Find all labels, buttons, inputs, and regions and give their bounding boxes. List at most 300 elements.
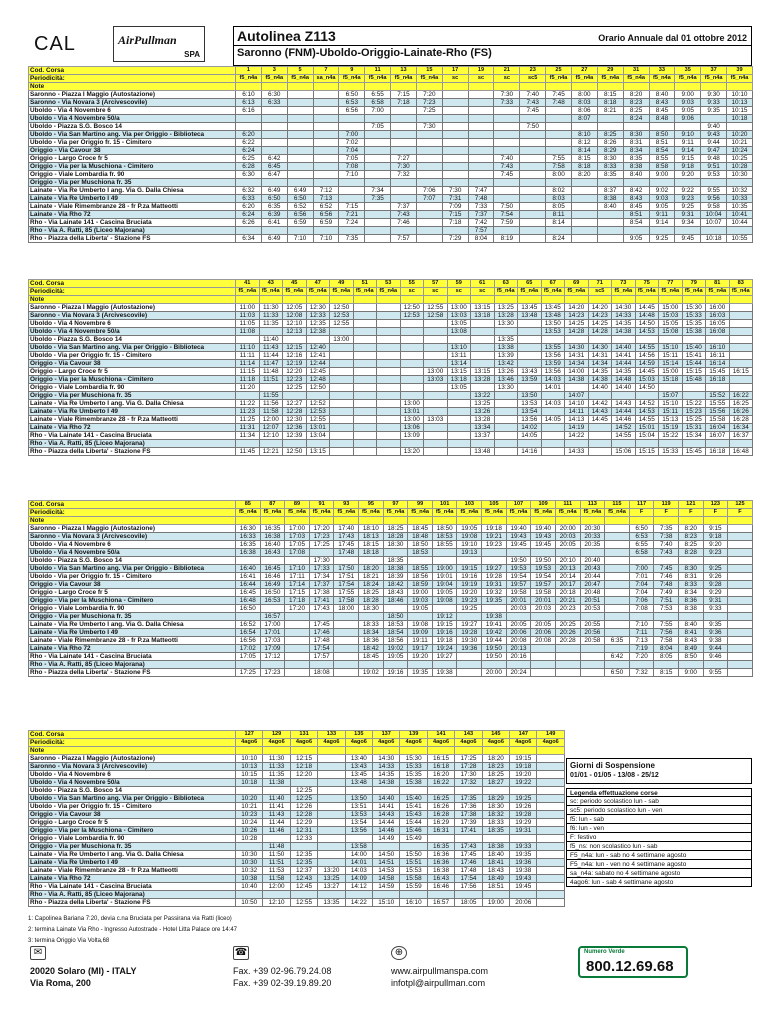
time-cell: 11:34 bbox=[236, 432, 260, 440]
time-cell: 13:50 bbox=[345, 795, 372, 803]
time-cell bbox=[510, 835, 537, 843]
email-link[interactable]: infotpl@airpullman.com bbox=[391, 978, 486, 988]
time-cell: 6:47 bbox=[261, 171, 287, 179]
time-cell: 9:34 bbox=[675, 219, 701, 227]
address-icon: ✉ bbox=[30, 946, 46, 960]
time-cell: 19:35 bbox=[510, 851, 537, 859]
code-cell: 37 bbox=[701, 67, 727, 75]
time-cell: 18:42 bbox=[359, 645, 384, 653]
time-cell: 19:20 bbox=[457, 589, 482, 597]
time-cell: 12:43 bbox=[290, 875, 317, 883]
time-cell: 14:45 bbox=[635, 304, 659, 312]
time-cell bbox=[313, 171, 339, 179]
time-cell: 20:05 bbox=[531, 621, 556, 629]
time-cell bbox=[518, 344, 542, 352]
time-cell: 8:45 bbox=[649, 107, 675, 115]
time-cell: 18:55 bbox=[408, 565, 433, 573]
stop-name: Lainate - Viale Rimembranze 28 - fr P.za Matteotti bbox=[29, 637, 236, 645]
time-cell: 7:19 bbox=[629, 645, 654, 653]
stop-row bbox=[29, 416, 753, 424]
stop-row bbox=[29, 91, 753, 99]
time-cell: 13:08 bbox=[447, 328, 471, 336]
time-cell: 13:53 bbox=[541, 328, 565, 336]
time-cell: 14:50 bbox=[635, 384, 659, 392]
time-cell bbox=[605, 549, 630, 557]
time-cell: 20:21 bbox=[555, 597, 580, 605]
time-cell: 12:33 bbox=[290, 835, 317, 843]
stop-row bbox=[29, 107, 753, 115]
note-cell bbox=[678, 517, 703, 525]
time-cell: 15:41 bbox=[400, 803, 427, 811]
stop-row bbox=[29, 235, 753, 243]
time-cell: 19:36 bbox=[510, 859, 537, 867]
stop-row bbox=[29, 819, 565, 827]
time-cell: 18:39 bbox=[383, 573, 408, 581]
time-cell: 8:06 bbox=[571, 107, 597, 115]
time-cell bbox=[682, 392, 706, 400]
time-cell: 13:43 bbox=[345, 763, 372, 771]
time-cell: 13:34 bbox=[471, 424, 495, 432]
time-cell: 7:00 bbox=[339, 131, 365, 139]
note-row bbox=[29, 517, 753, 525]
period-label: Periodicità: bbox=[29, 75, 236, 83]
time-cell: 20:05 bbox=[506, 621, 531, 629]
time-cell: 12:18 bbox=[290, 763, 317, 771]
time-cell: 8:40 bbox=[678, 621, 703, 629]
time-cell bbox=[729, 360, 753, 368]
time-cell bbox=[605, 581, 630, 589]
time-cell bbox=[541, 448, 565, 456]
stop-name: Uboldo - Via San Martino ang. Via per Origgio - Biblioteca bbox=[29, 131, 236, 139]
legend-title-text: Giorni di Sospensione bbox=[570, 761, 655, 770]
time-cell: 15:10 bbox=[659, 344, 683, 352]
time-cell: 17:14 bbox=[285, 581, 310, 589]
time-cell: 10:13 bbox=[727, 99, 753, 107]
time-cell: 11:35 bbox=[259, 320, 283, 328]
time-cell: 12:38 bbox=[306, 328, 330, 336]
time-cell: 20:23 bbox=[555, 605, 580, 613]
code-label: Cod. Corsa bbox=[29, 280, 236, 288]
note-cell bbox=[605, 517, 630, 525]
time-cell: 14:48 bbox=[612, 376, 636, 384]
time-cell bbox=[494, 424, 518, 432]
time-cell: 8:25 bbox=[678, 541, 703, 549]
time-cell: 11:41 bbox=[263, 803, 290, 811]
time-cell bbox=[353, 304, 377, 312]
time-cell: 14:38 bbox=[612, 328, 636, 336]
stop-name: Uboldo - Via 4 Novembre 6 bbox=[29, 107, 236, 115]
stop-name: Origgio - Viale Lombardia fr. 90 bbox=[29, 384, 236, 392]
note-row bbox=[29, 296, 753, 304]
stop-name: Origgio - Via per la Muschiona - Cimitero bbox=[29, 597, 236, 605]
stop-row bbox=[29, 835, 565, 843]
time-cell bbox=[318, 891, 345, 899]
time-cell bbox=[471, 352, 495, 360]
note-cell bbox=[494, 83, 520, 91]
time-cell bbox=[330, 368, 354, 376]
time-cell bbox=[287, 131, 313, 139]
code-cell: 125 bbox=[728, 501, 753, 509]
time-cell: 12:08 bbox=[283, 312, 307, 320]
time-cell: 9:25 bbox=[675, 203, 701, 211]
time-cell bbox=[675, 123, 701, 131]
time-cell: 15:23 bbox=[682, 408, 706, 416]
legend-item: sc: periodo scolastico lun - sab bbox=[566, 797, 752, 806]
time-cell: 12:55 bbox=[330, 320, 354, 328]
time-cell: 9:00 bbox=[649, 171, 675, 179]
time-cell: 7:33 bbox=[468, 203, 494, 211]
time-cell: 13:18 bbox=[447, 376, 471, 384]
time-cell: 18:43 bbox=[383, 589, 408, 597]
time-cell bbox=[520, 115, 546, 123]
time-cell: 12:25 bbox=[283, 384, 307, 392]
time-cell: 19:05 bbox=[432, 589, 457, 597]
time-cell bbox=[261, 147, 287, 155]
time-cell bbox=[546, 115, 572, 123]
time-cell: 9:25 bbox=[703, 565, 728, 573]
footnotes bbox=[28, 914, 237, 947]
time-cell: 14:07 bbox=[565, 392, 589, 400]
legend-dates: 01/01 - 01/05 - 13/08 - 25/12 bbox=[570, 772, 659, 779]
note-cell bbox=[339, 83, 365, 91]
time-cell: 8:24 bbox=[546, 235, 572, 243]
time-cell bbox=[259, 328, 283, 336]
time-cell bbox=[546, 147, 572, 155]
time-cell: 14:35 bbox=[612, 368, 636, 376]
time-cell: 8:40 bbox=[649, 91, 675, 99]
time-cell bbox=[318, 787, 345, 795]
time-cell: 9:51 bbox=[701, 163, 727, 171]
time-cell: 9:56 bbox=[701, 195, 727, 203]
time-cell: 14:43 bbox=[612, 400, 636, 408]
stop-name: Lainate - Via Re Umberto I 49 bbox=[29, 408, 236, 416]
note-cell bbox=[649, 83, 675, 91]
time-cell: 19:35 bbox=[408, 669, 433, 677]
time-cell: 10:18 bbox=[727, 115, 753, 123]
time-cell bbox=[408, 613, 433, 621]
stop-row bbox=[29, 203, 753, 211]
time-cell bbox=[565, 384, 589, 392]
time-cell: 18:53 bbox=[408, 549, 433, 557]
time-cell bbox=[442, 163, 468, 171]
time-cell bbox=[546, 107, 572, 115]
time-cell: 10:13 bbox=[236, 763, 263, 771]
time-cell: 8:25 bbox=[597, 131, 623, 139]
stop-row bbox=[29, 376, 753, 384]
time-cell bbox=[729, 376, 753, 384]
time-cell bbox=[520, 227, 546, 235]
time-cell bbox=[494, 131, 520, 139]
stop-name: Origgio - Largo Croce fr 5 bbox=[29, 368, 236, 376]
period-label: Periodicità: bbox=[29, 739, 236, 747]
stop-row bbox=[29, 803, 565, 811]
time-cell: 15:10 bbox=[659, 400, 683, 408]
time-cell: 6:56 bbox=[313, 211, 339, 219]
time-cell: 14:34 bbox=[588, 360, 612, 368]
stop-name: Origgio - Via per la Muschiona - Cimitero bbox=[29, 376, 236, 384]
time-cell bbox=[623, 227, 649, 235]
time-cell bbox=[261, 123, 287, 131]
period-row bbox=[29, 75, 753, 83]
time-cell: 16:35 bbox=[236, 541, 261, 549]
legend-item: f6: lun - ven bbox=[566, 824, 752, 833]
time-cell bbox=[537, 787, 564, 795]
time-cell bbox=[635, 440, 659, 448]
note-cell bbox=[391, 83, 417, 91]
time-cell: 12:25 bbox=[290, 795, 317, 803]
period-cell: f5_n4a bbox=[727, 75, 753, 83]
time-cell bbox=[468, 155, 494, 163]
stop-name: Origgio - Via per Muschiona fr. 35 bbox=[29, 843, 236, 851]
time-cell: 7:11 bbox=[629, 629, 654, 637]
time-cell: 8:14 bbox=[571, 147, 597, 155]
time-cell bbox=[728, 621, 753, 629]
time-cell: 16:20 bbox=[427, 771, 454, 779]
time-cell bbox=[353, 440, 377, 448]
time-cell: 8:15 bbox=[597, 91, 623, 99]
time-cell: 19:35 bbox=[482, 597, 507, 605]
note-label: Note bbox=[29, 83, 236, 91]
period-cell: f5_n4a bbox=[330, 288, 354, 296]
stop-name: Rho - Via Lainate 141 - Cascina Bruciata bbox=[29, 432, 236, 440]
period-cell: 4ago6 bbox=[537, 739, 564, 747]
time-cell: 7:04 bbox=[629, 589, 654, 597]
code-cell: 83 bbox=[729, 280, 753, 288]
time-cell: 17:39 bbox=[455, 819, 482, 827]
time-cell bbox=[494, 187, 520, 195]
time-cell: 20:05 bbox=[555, 541, 580, 549]
time-cell bbox=[318, 835, 345, 843]
time-cell: 10:50 bbox=[236, 899, 263, 907]
time-cell: 17:01 bbox=[260, 629, 285, 637]
time-cell: 12:10 bbox=[283, 320, 307, 328]
note-cell bbox=[290, 747, 317, 755]
time-cell: 15:33 bbox=[682, 312, 706, 320]
time-cell: 12:00 bbox=[263, 883, 290, 891]
time-cell bbox=[729, 440, 753, 448]
time-cell bbox=[424, 408, 448, 416]
period-cell: f5_n4a bbox=[597, 75, 623, 83]
time-cell: 20:06 bbox=[510, 899, 537, 907]
code-cell: 65 bbox=[518, 280, 542, 288]
time-cell: 7:43 bbox=[391, 211, 417, 219]
time-cell: 14:20 bbox=[588, 304, 612, 312]
note-cell bbox=[383, 517, 408, 525]
time-cell bbox=[706, 440, 730, 448]
time-cell bbox=[353, 448, 377, 456]
time-cell: 8:51 bbox=[649, 139, 675, 147]
time-cell: 17:43 bbox=[455, 843, 482, 851]
time-cell: 13:53 bbox=[518, 400, 542, 408]
stop-name: Lainate - Via Re Umberto I ang. Via G. Dalla Chiesa bbox=[29, 851, 236, 859]
time-cell: 16:57 bbox=[260, 613, 285, 621]
website-link[interactable]: www.airpullmanspa.com bbox=[391, 966, 489, 976]
period-cell: f5_n4a bbox=[531, 509, 556, 517]
time-cell: 9:05 bbox=[623, 235, 649, 243]
time-cell bbox=[359, 661, 384, 669]
time-cell: 19:23 bbox=[482, 541, 507, 549]
stop-row bbox=[29, 131, 753, 139]
time-cell bbox=[377, 344, 401, 352]
time-cell: 17:45 bbox=[309, 621, 334, 629]
note-cell bbox=[510, 747, 537, 755]
code-cell: 61 bbox=[471, 280, 495, 288]
time-cell: 18:36 bbox=[359, 637, 384, 645]
time-cell: 20:08 bbox=[506, 637, 531, 645]
time-cell bbox=[728, 661, 753, 669]
code-cell: 131 bbox=[290, 731, 317, 739]
time-cell bbox=[339, 227, 365, 235]
time-cell: 7:18 bbox=[442, 219, 468, 227]
stop-row bbox=[29, 187, 753, 195]
note-cell bbox=[555, 517, 580, 525]
time-cell bbox=[424, 336, 448, 344]
time-cell: 19:08 bbox=[457, 533, 482, 541]
time-cell bbox=[416, 131, 442, 139]
code-row bbox=[29, 731, 565, 739]
code-cell: 9 bbox=[339, 67, 365, 75]
time-cell bbox=[287, 155, 313, 163]
note-cell bbox=[703, 517, 728, 525]
note-cell bbox=[330, 296, 354, 304]
code-cell: 69 bbox=[565, 280, 589, 288]
stop-name: Uboldo - Via 4 Novembre 50/a bbox=[29, 115, 236, 123]
time-cell: 19:53 bbox=[506, 565, 531, 573]
time-cell: 19:00 bbox=[408, 589, 433, 597]
time-cell: 16:03 bbox=[706, 312, 730, 320]
time-cell: 18:51 bbox=[482, 883, 509, 891]
time-cell: 13:15 bbox=[471, 304, 495, 312]
period-cell: f5_n4a bbox=[706, 288, 730, 296]
note-1: 1: Capolinea Bariana 7:20, devia c.na Bruciata per Passirana via Ratti (liceo) bbox=[28, 916, 232, 922]
time-cell: 13:27 bbox=[318, 883, 345, 891]
period-cell: sc bbox=[468, 75, 494, 83]
period-cell: 4ago6 bbox=[373, 739, 400, 747]
time-cell: 13:56 bbox=[518, 416, 542, 424]
time-cell: 15:25 bbox=[682, 416, 706, 424]
time-cell: 14:28 bbox=[588, 328, 612, 336]
note-cell bbox=[520, 83, 546, 91]
stop-name: Uboldo - Via 4 Novembre 50/a bbox=[29, 328, 236, 336]
time-cell bbox=[339, 123, 365, 131]
time-cell: 12:45 bbox=[290, 883, 317, 891]
time-cell bbox=[612, 392, 636, 400]
time-cell bbox=[260, 661, 285, 669]
time-cell: 16:36 bbox=[427, 851, 454, 859]
cal-logo: CAL bbox=[34, 33, 76, 55]
time-cell bbox=[494, 227, 520, 235]
code-cell: 43 bbox=[259, 280, 283, 288]
time-cell: 18:30 bbox=[482, 803, 509, 811]
stop-name: Uboldo - Via 4 Novembre 50/a bbox=[29, 549, 236, 557]
time-cell bbox=[588, 336, 612, 344]
time-cell: 9:30 bbox=[701, 91, 727, 99]
time-cell: 19:05 bbox=[383, 653, 408, 661]
time-cell: 9:35 bbox=[701, 107, 727, 115]
time-cell: 8:43 bbox=[623, 195, 649, 203]
time-cell bbox=[334, 653, 359, 661]
time-cell: 17:37 bbox=[309, 581, 334, 589]
time-cell: 19:17 bbox=[408, 645, 433, 653]
time-cell: 8:38 bbox=[597, 195, 623, 203]
time-cell bbox=[537, 755, 564, 763]
time-cell: 12:26 bbox=[290, 803, 317, 811]
time-cell bbox=[571, 203, 597, 211]
time-cell bbox=[285, 637, 310, 645]
time-cell: 9:43 bbox=[701, 131, 727, 139]
time-cell: 17:38 bbox=[455, 811, 482, 819]
time-cell bbox=[236, 661, 261, 669]
time-cell: 20:16 bbox=[506, 653, 531, 661]
time-cell: 19:21 bbox=[482, 533, 507, 541]
time-cell bbox=[359, 613, 384, 621]
period-row bbox=[29, 739, 565, 747]
period-cell: f5_n4a bbox=[236, 288, 260, 296]
note-cell bbox=[283, 296, 307, 304]
time-cell: 8:37 bbox=[597, 187, 623, 195]
time-cell: 14:45 bbox=[635, 368, 659, 376]
time-cell: 17:56 bbox=[455, 883, 482, 891]
time-cell: 19:02 bbox=[383, 645, 408, 653]
time-cell bbox=[236, 891, 263, 899]
note-cell bbox=[359, 517, 384, 525]
time-cell: 7:45 bbox=[546, 91, 572, 99]
stop-name: Saronno - Piazza I Maggio (Autostazione) bbox=[29, 755, 236, 763]
time-cell: 6:52 bbox=[287, 203, 313, 211]
code-cell: 45 bbox=[283, 280, 307, 288]
time-cell bbox=[605, 597, 630, 605]
time-cell: 20:43 bbox=[580, 565, 605, 573]
time-cell: 14:49 bbox=[373, 835, 400, 843]
time-cell: 15:59 bbox=[400, 883, 427, 891]
period-cell: sa_n4a bbox=[313, 75, 339, 83]
time-cell: 17:58 bbox=[334, 597, 359, 605]
code-cell: 31 bbox=[623, 67, 649, 75]
period-cell: f5_n4a bbox=[261, 75, 287, 83]
time-cell: 18:50 bbox=[383, 613, 408, 621]
time-cell: 14:38 bbox=[373, 779, 400, 787]
time-cell bbox=[455, 891, 482, 899]
time-cell bbox=[365, 235, 391, 243]
time-cell: 8:18 bbox=[597, 99, 623, 107]
time-cell bbox=[416, 139, 442, 147]
time-cell bbox=[537, 827, 564, 835]
time-cell bbox=[330, 408, 354, 416]
period-cell: 4ago6 bbox=[345, 739, 372, 747]
time-cell bbox=[306, 392, 330, 400]
time-cell: 7:57 bbox=[468, 227, 494, 235]
time-cell: 19:09 bbox=[408, 629, 433, 637]
time-cell: 20:14 bbox=[555, 573, 580, 581]
time-cell: 8:14 bbox=[546, 219, 572, 227]
time-cell: 8:19 bbox=[494, 235, 520, 243]
time-cell bbox=[359, 557, 384, 565]
stop-row bbox=[29, 573, 753, 581]
time-cell: 11:25 bbox=[236, 416, 260, 424]
time-cell bbox=[353, 328, 377, 336]
time-cell: 6:42 bbox=[261, 155, 287, 163]
time-cell bbox=[571, 227, 597, 235]
time-cell: 12:53 bbox=[306, 408, 330, 416]
time-cell: 13:45 bbox=[345, 771, 372, 779]
period-cell: sc5 bbox=[588, 288, 612, 296]
time-cell: 17:46 bbox=[455, 859, 482, 867]
time-cell: 9:45 bbox=[675, 235, 701, 243]
time-cell bbox=[597, 179, 623, 187]
time-cell: 8:24 bbox=[623, 115, 649, 123]
time-cell: 9:15 bbox=[703, 525, 728, 533]
stop-row bbox=[29, 891, 565, 899]
